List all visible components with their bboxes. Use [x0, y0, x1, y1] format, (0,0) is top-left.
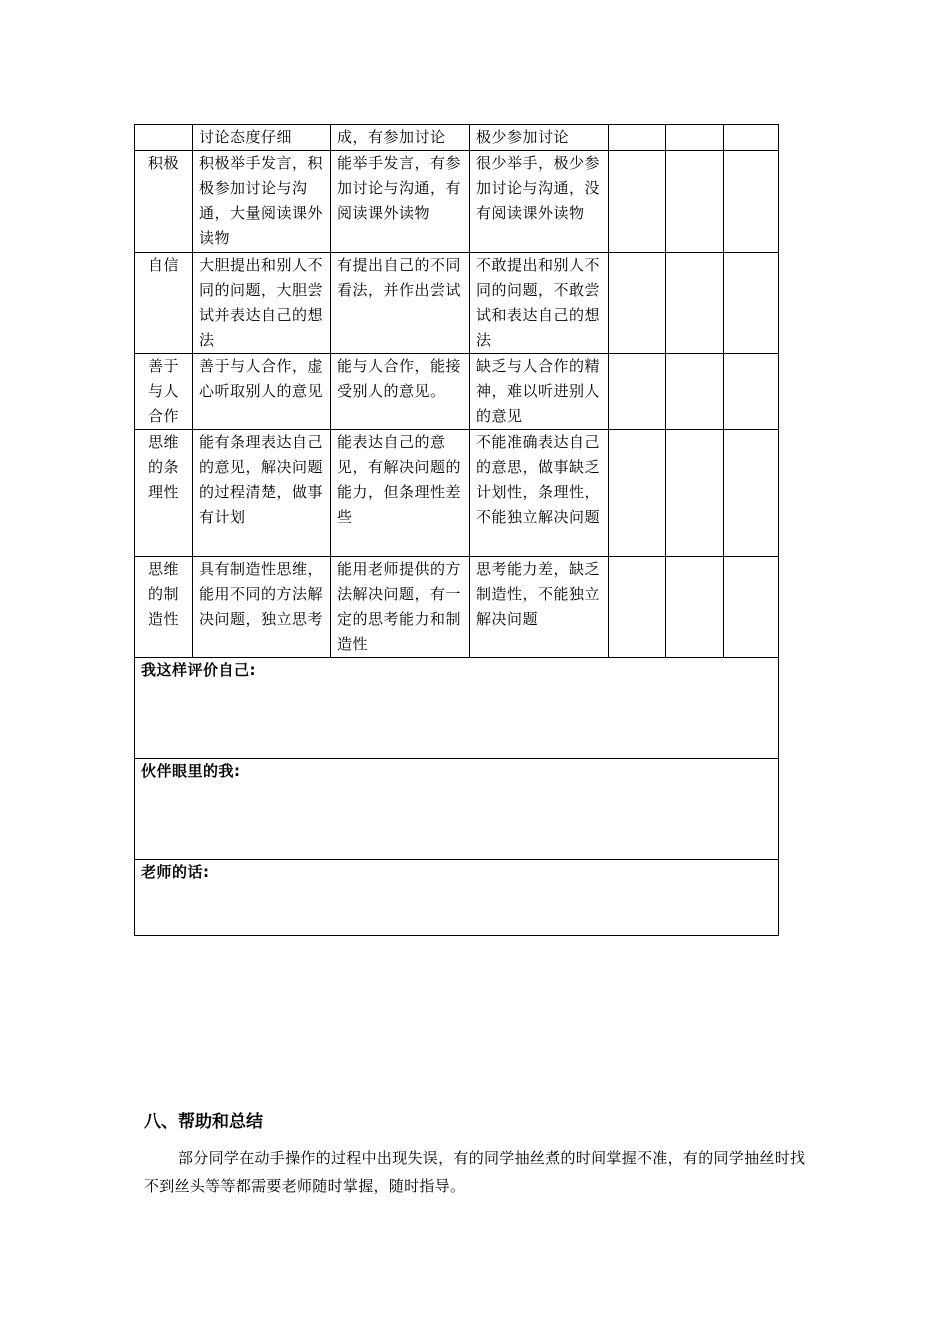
level-good-cell: 大胆提出和别人不同的问题，大胆尝试并表达自己的想法 — [193, 253, 331, 354]
criterion-cell: 思维的条理性 — [135, 430, 193, 557]
peer-evaluation-label: 伙伴眼里的我: — [135, 759, 779, 860]
section-paragraph: 部分同学在动手操作的过程中出现失误，有的同学抽丝煮的时间掌握不准，有的同学抽丝时找不到丝头等等都需要老师随时掌握，随时指导。 — [144, 1149, 806, 1195]
level-fair-cell: 成，有参加讨论 — [331, 125, 470, 151]
teacher-comment-row — [135, 860, 779, 936]
score-cell — [724, 125, 779, 151]
score-cell — [724, 151, 779, 253]
score-cell — [666, 557, 724, 658]
table-row — [135, 253, 779, 354]
score-cell — [724, 430, 779, 557]
level-poor-cell: 不能准确表达自己的意思，做事缺乏计划性，条理性，不能独立解决问题 — [470, 430, 609, 557]
level-good-cell: 讨论态度仔细 — [193, 125, 331, 151]
level-good-cell: 善于与人合作，虚心听取别人的意见 — [193, 354, 331, 430]
criterion-cell: 善于与人合作 — [135, 354, 193, 430]
table-row — [135, 430, 779, 557]
score-cell — [724, 253, 779, 354]
score-cell — [609, 354, 666, 430]
level-poor-cell: 极少参加讨论 — [470, 125, 609, 151]
score-cell — [724, 557, 779, 658]
level-poor-cell: 很少举手，极少参加讨论与沟通，没有阅读课外读物 — [470, 151, 609, 253]
self-evaluation-row — [135, 658, 779, 759]
level-fair-cell: 能用老师提供的方法解决问题，有一定的思考能力和制造性 — [331, 557, 470, 658]
level-poor-cell: 思考能力差，缺乏制造性，不能独立解决问题 — [470, 557, 609, 658]
score-cell — [666, 430, 724, 557]
score-cell — [724, 354, 779, 430]
level-fair-cell: 能表达自己的意见，有解决问题的能力，但条理性差些 — [331, 430, 470, 557]
evaluation-table — [134, 124, 779, 936]
score-cell — [609, 125, 666, 151]
peer-evaluation-row — [135, 759, 779, 860]
table-row — [135, 354, 779, 430]
criterion-cell — [135, 125, 193, 151]
score-cell — [666, 354, 724, 430]
level-poor-cell: 缺乏与人合作的精神，难以听进别人的意见 — [470, 354, 609, 430]
teacher-comment-label: 老师的话: — [135, 860, 779, 936]
level-good-cell: 具有制造性思维，能用不同的方法解决问题，独立思考 — [193, 557, 331, 658]
score-cell — [609, 253, 666, 354]
score-cell — [666, 125, 724, 151]
level-fair-cell: 能举手发言，有参加讨论与沟通，有阅读课外读物 — [331, 151, 470, 253]
score-cell — [609, 151, 666, 253]
table-row — [135, 151, 779, 253]
score-cell — [666, 151, 724, 253]
level-poor-cell: 不敢提出和别人不同的问题，不敢尝试和表达自己的想法 — [470, 253, 609, 354]
score-cell — [609, 557, 666, 658]
level-good-cell: 积极举手发言，积极参加讨论与沟通，大量阅读课外读物 — [193, 151, 331, 253]
criterion-cell: 思维的制造性 — [135, 557, 193, 658]
level-fair-cell: 能与人合作，能接受别人的意见。 — [331, 354, 470, 430]
criterion-cell: 自信 — [135, 253, 193, 354]
criterion-cell: 积极 — [135, 151, 193, 253]
level-fair-cell: 有提出自己的不同看法，并作出尝试 — [331, 253, 470, 354]
section-title: 八、帮助和总结 — [144, 1112, 263, 1132]
level-good-cell: 能有条理表达自己的意见，解决问题的过程清楚，做事有计划 — [193, 430, 331, 557]
score-cell — [609, 430, 666, 557]
table-row — [135, 125, 779, 151]
score-cell — [666, 253, 724, 354]
self-evaluation-label: 我这样评价自己: — [135, 658, 779, 759]
table-row — [135, 557, 779, 658]
